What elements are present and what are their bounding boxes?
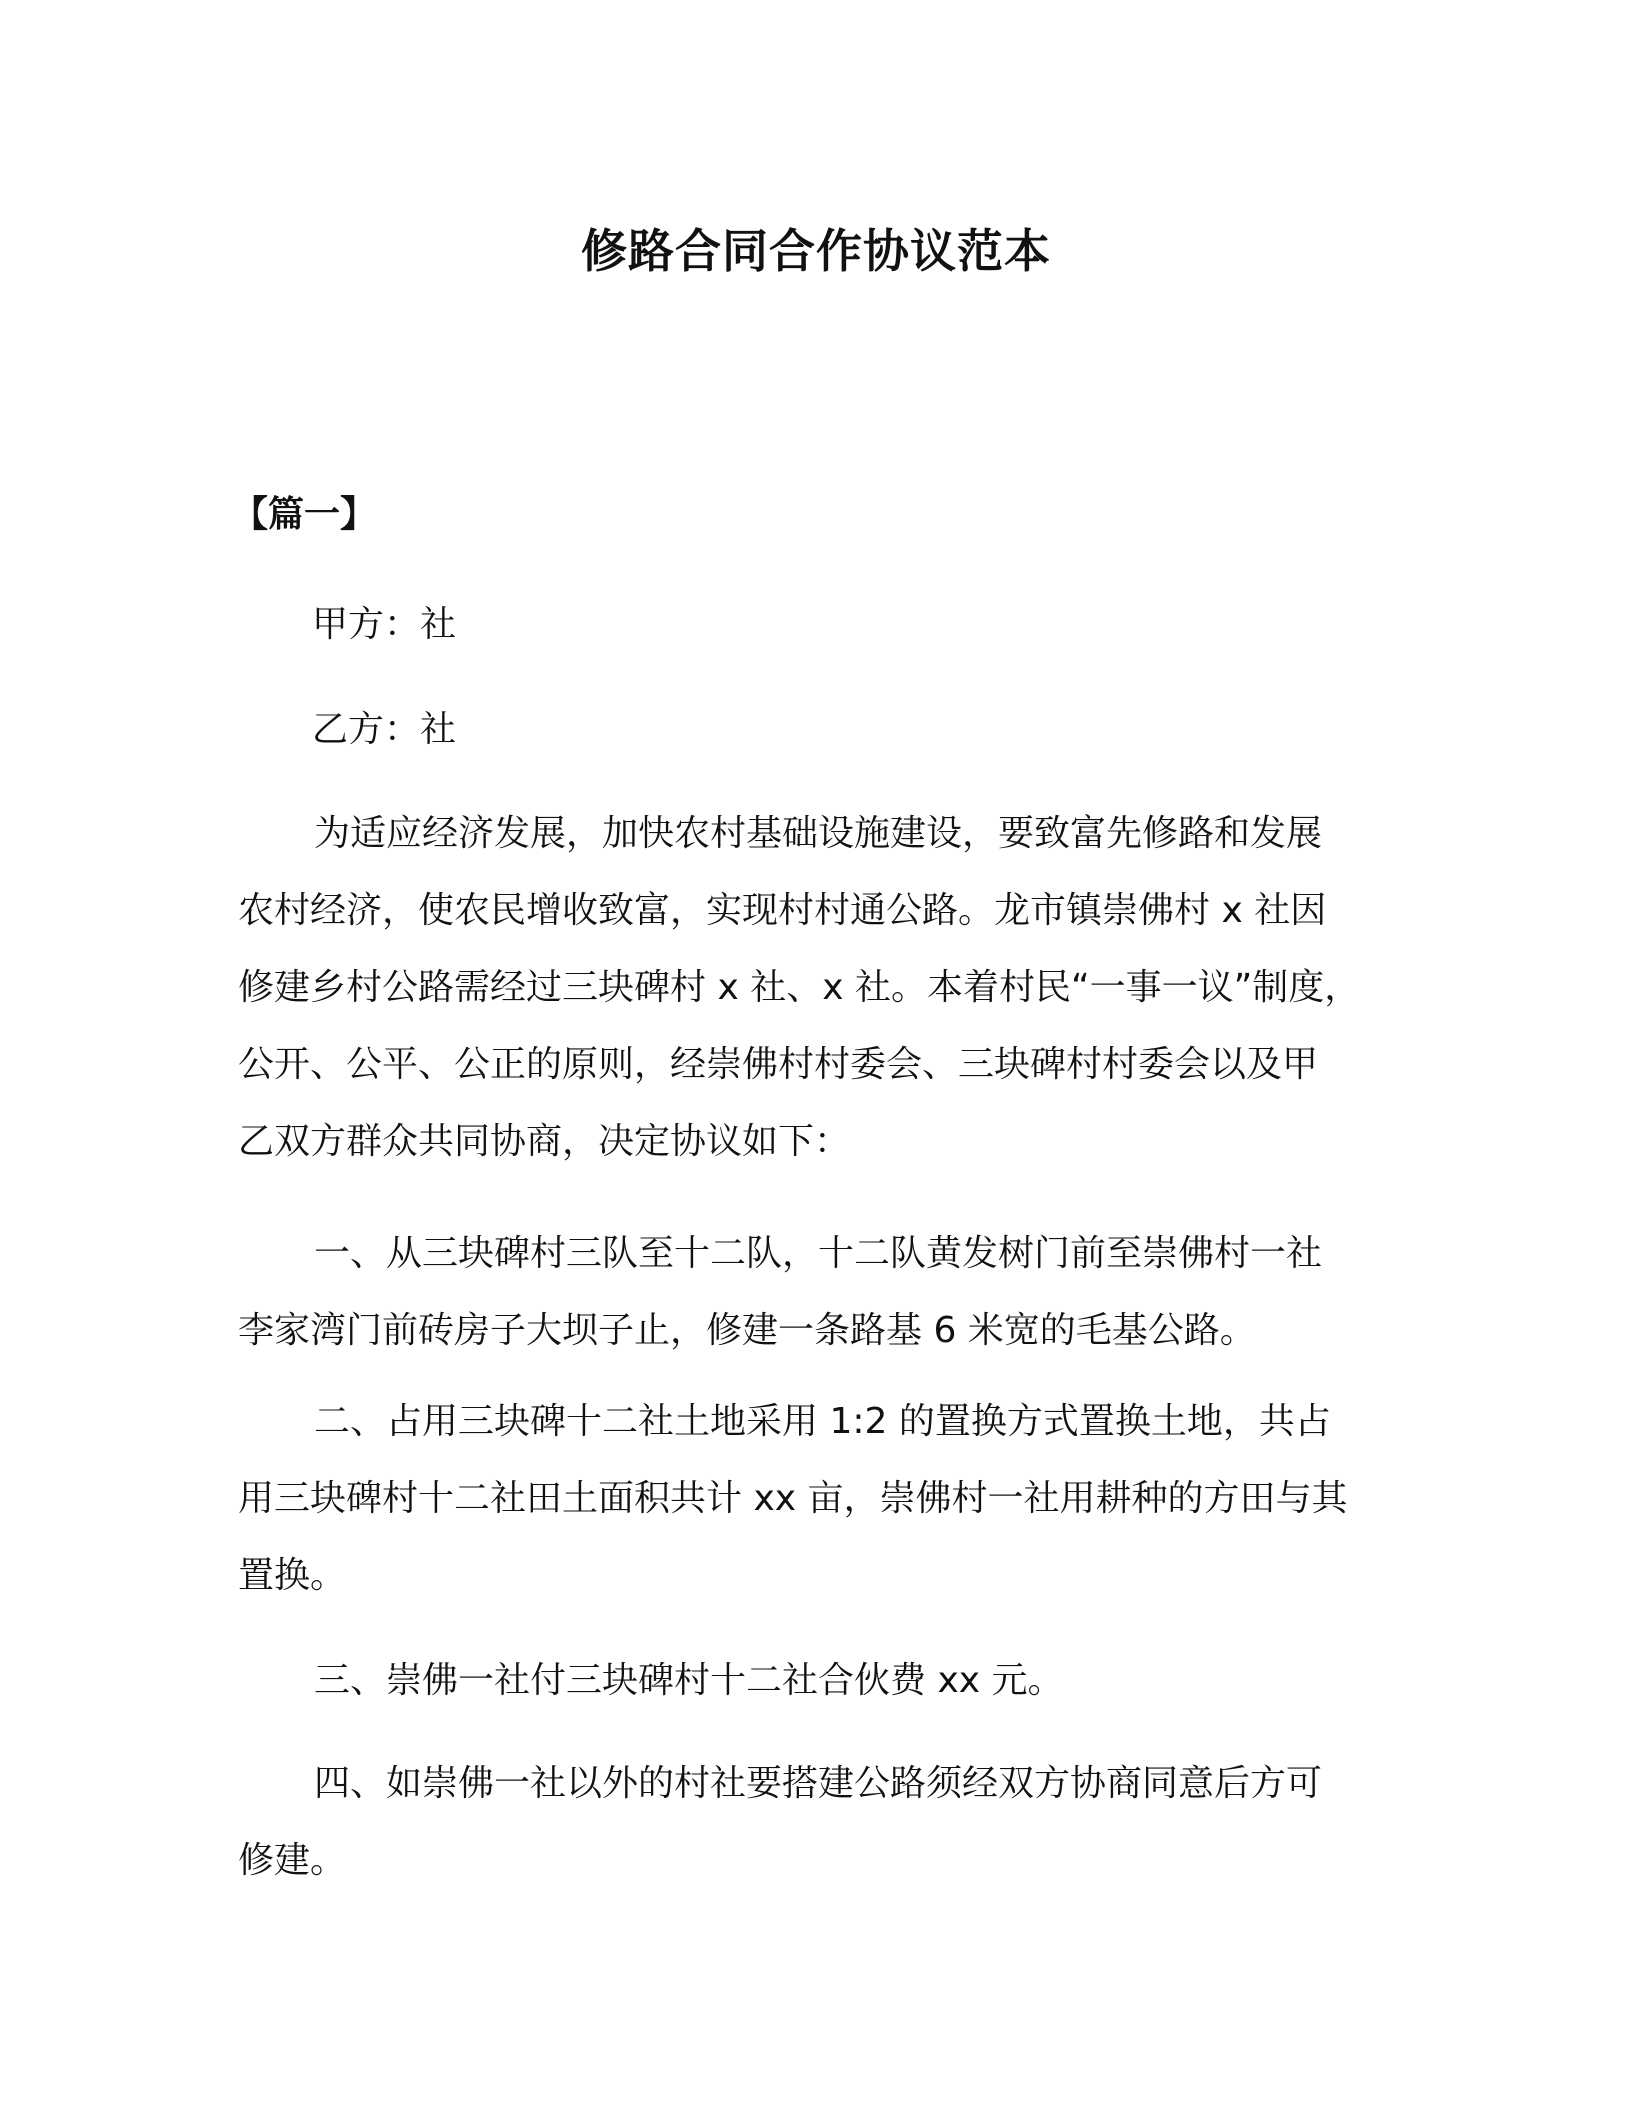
- paragraph-line: 一、从三块碑村三队至十二队，十二队黄发树门前至崇佛村一社: [314, 1233, 1323, 1274]
- clause-four: [238, 1745, 1418, 1899]
- paragraph-line: 置换。: [238, 1555, 347, 1596]
- party-b-line: 乙方：社: [312, 709, 457, 750]
- section-heading: 【篇一】: [232, 494, 377, 535]
- paragraph-line: 三、崇佛一社付三块碑村十二社合伙费 xx 元。: [314, 1660, 1064, 1701]
- clause-one: [238, 1215, 1418, 1369]
- clause-two: [238, 1383, 1418, 1614]
- paragraph-line: 公开、公平、公正的原则，经崇佛村村委会、三块碑村村委会以及甲: [238, 1044, 1319, 1085]
- paragraph-line: 修建乡村公路需经过三块碑村 x 社、x 社。本着村民“一事一议”制度，: [238, 967, 1361, 1008]
- party-a-line: 甲方：社: [312, 604, 457, 645]
- paragraph-line: 为适应经济发展，加快农村基础设施建设，要致富先修路和发展: [314, 813, 1323, 854]
- paragraph-line: 四、如崇佛一社以外的村社要搭建公路须经双方协商同意后方可: [314, 1763, 1323, 1804]
- paragraph-line: 李家湾门前砖房子大坝子止，修建一条路基 6 米宽的毛基公路。: [238, 1310, 1256, 1351]
- paragraph-line: 乙双方群众共同协商，决定协议如下：: [238, 1121, 851, 1162]
- paragraph-line: 二、占用三块碑十二社土地采用 1:2 的置换方式置换土地，共占: [314, 1401, 1331, 1442]
- document-title: 修路合同合作协议范本: [581, 224, 1051, 278]
- paragraph-line: 农村经济，使农民增收致富，实现村村通公路。龙市镇崇佛村 x 社因: [238, 890, 1327, 931]
- paragraph-line: 修建。: [238, 1840, 347, 1881]
- paragraph-intro: [238, 795, 1418, 1180]
- paragraph-line: 用三块碑村十二社田土面积共计 xx 亩，崇佛村一社用耕种的方田与其: [238, 1478, 1348, 1519]
- clause-three: [238, 1642, 1418, 1719]
